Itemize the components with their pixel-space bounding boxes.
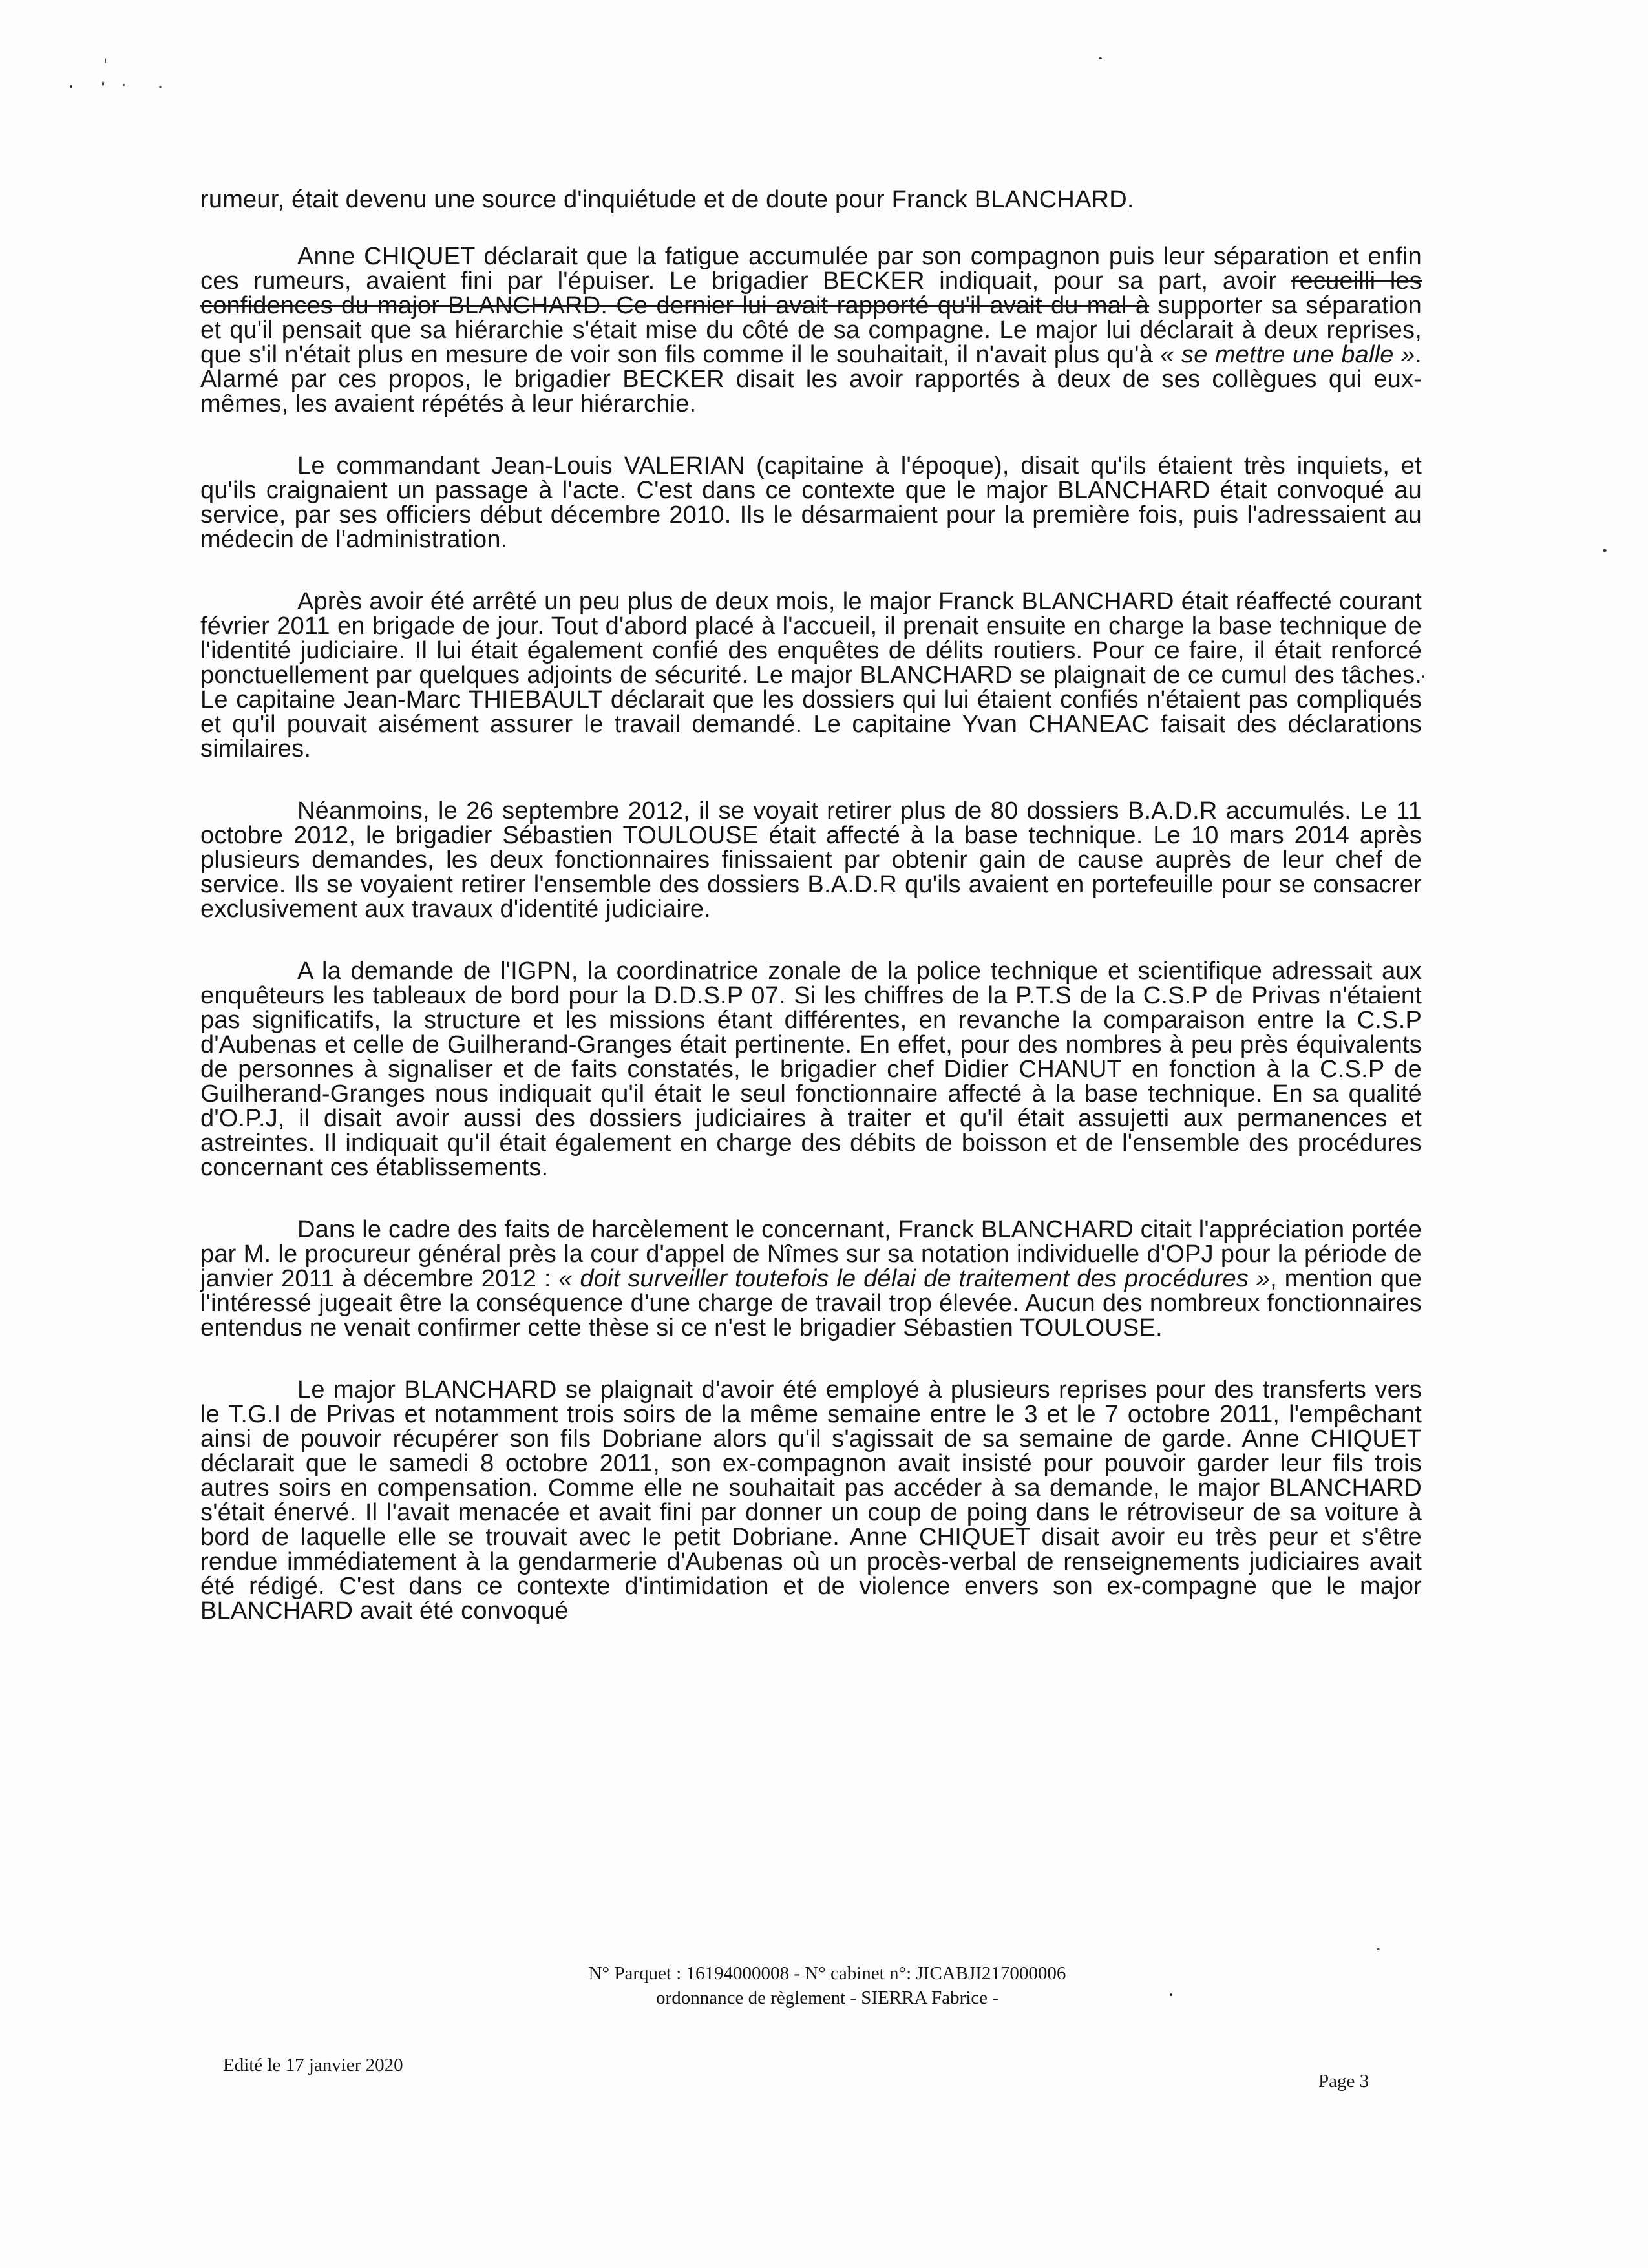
scan-speck: [102, 81, 104, 86]
text-run: Après avoir été arrêté un peu plus de deux mois, le major Franck BLANCHARD était réaffecté courant février 2011 en brigade de jour. Tout d'abord placé à l'accueil, il prenait ensuite en charge la base technique de l'identité judiciaire. Il lui était également confié des enquêtes de délits routiers. Pour ce faire, il était renforcé ponctuellement par quelques adjoints de sécurité. Le major BLANCHARD se plaignait de ce cumul des tâches. Le capitaine Jean-Marc THIEBAULT déclarait que les dossiers qui lui étaient confiés n'étaient pas compliqués et qu'il pouvait aisément assurer le travail demandé. Le capitaine Yvan CHANEAC faisait des déclarations similaires.: [200, 588, 1422, 762]
scan-speck: [1603, 549, 1607, 552]
scan-speck: [123, 84, 125, 86]
text-run: Néanmoins, le 26 septembre 2012, il se voyait retirer plus de 80 dossiers B.A.D.R accumulés. Le 11 octobre 2012, le brigadier Sébastien TOULOUSE était affecté à la base technique. Le 10 mars 2014 après plusieurs demandes, les deux fonctionnaires finissaient par obtenir gain de cause auprès de leur chef de service. Ils se voyaient retirer l'ensemble des dossiers B.A.D.R qu'ils avaient en portefeuille pour se consacrer exclusivement aux travaux d'identité judiciaire.: [200, 797, 1422, 923]
scan-speck: [1170, 1993, 1172, 1996]
scan-speck: [1377, 1948, 1380, 1950]
page-number: Page 3: [1318, 2071, 1369, 2092]
text-run: Dans le cadre des faits de harcèlement le concernant, Franck BLANCHARD citait l'appréciation portée par M. le procureur général près la cour d'appel de Nîmes sur sa notation individuelle d'OPJ pour la période de janvier 2011 à décembre 2012 :: [200, 1216, 1422, 1292]
text-run: rumeur, était devenu une source d'inquiétude et de doute pour Franck BLANCHARD.: [200, 186, 1134, 213]
struck-text-run: recueilli les confidences du major BLANCHARD. Ce dernier lui avait rapporté qu'il avait du mal à: [200, 268, 1422, 319]
quoted-text-run: « doit surveiller toutefois le délai de traitement des procédures »: [558, 1265, 1271, 1292]
text-run: supporter sa séparation et qu'il pensait que sa hiérarchie s'était mise du côté de sa compagne. Le major lui déclarait à deux reprises, que s'il n'était plus en mesure de voir son fils comme il le souhaitait, il n'avait plus qu'à: [200, 292, 1422, 368]
text-run: Le major BLANCHARD se plaignait d'avoir été employé à plusieurs reprises pour des transferts vers le T.G.I de Privas et notamment trois soirs de la même semaine entre le 3 et le 7 octobre 2011, l'empêchant ainsi de pouvoir récupérer son fils Dobriane alors qu'il s'agissait de sa semaine de garde. Anne CHIQUET déclarait que le samedi 8 octobre 2011, son ex-compagnon avait insisté pour pouvoir garder leur fils trois autres soirs en compensation. Comme elle ne souhaitait pas accéder à sa demande, le major BLANCHARD s'était énervé. Il l'avait menacée et avait fini par donner un coup de poing dans le rétroviseur de sa voiture à bord de laquelle elle se trouvait avec le petit Dobriane. Anne CHIQUET disait avoir eu très peur et s'être rendue immédiatement à la gendarmerie d'Aubenas où un procès-verbal de renseignements judiciaires avait été rédigé. C'est dans ce contexte d'intimidation et de violence envers son ex-compagne que le major BLANCHARD avait été convoqué: [200, 1376, 1422, 1624]
paragraph: [200, 799, 1422, 921]
paragraph: [200, 1378, 1422, 1623]
parquet-number: N° Parquet : 16194000008 - N° cabinet n°: JICABJI217000006: [588, 1963, 1066, 1984]
scan-speck: [1422, 675, 1424, 678]
text-run: . Alarmé par ces propos, le brigadier BECKER disait les avoir rapportés à deux de ses collègues qui eux-mêmes, les avaient répétés à leur hiérarchie.: [200, 341, 1422, 417]
body-text: [200, 187, 1422, 1623]
paragraph: [200, 244, 1422, 416]
paragraph: [200, 589, 1422, 761]
text-run: Le commandant Jean-Louis VALERIAN (capitaine à l'époque), disait qu'ils étaient très inquiets, et qu'ils craignaient un passage à l'acte. C'est dans ce contexte que le major BLANCHARD était convoqué au service, par ses officiers début décembre 2010. Ils le désarmaient pour la première fois, puis l'adressaient au médecin de l'administration.: [200, 452, 1422, 553]
paragraph: [200, 454, 1422, 552]
scan-speck: [159, 86, 162, 88]
scan-speck: [70, 85, 72, 88]
footer-reference: [504, 1961, 1150, 2010]
scan-speck: [1099, 57, 1102, 59]
paragraph: [200, 959, 1422, 1180]
text-run: A la demande de l'IGPN, la coordinatrice zonale de la police technique et scientifique adressait aux enquêteurs les tableaux de bord pour la D.D.S.P 07. Si les chiffres de la P.T.S de la C.S.P de Privas n'étaient pas significatifs, la structure et les missions étant différentes, en revanche la comparaison entre la C.S.P d'Aubenas et celle de Guilherand-Granges était pertinente. En effet, pour des nombres à peu près équivalents de personnes à signaliser et de faits constatés, le brigadier chef Didier CHANUT en fonction à la C.S.P de Guilherand-Granges nous indiquait qu'il était le seul fonctionnaire affecté à la base technique. En sa qualité d'O.P.J, il disait avoir aussi des dossiers judiciaires à traiter et qu'il était assujetti aux permanences et astreintes. Il indiquait qu'il était également en charge des débits de boisson et de l'ensemble des procédures concernant ces établissements.: [200, 958, 1422, 1181]
scan-speck: [105, 58, 106, 63]
paragraph: [200, 187, 1422, 212]
edition-date: Edité le 17 janvier 2020: [223, 2055, 403, 2075]
text-run: , mention que l'intéressé jugeait être la conséquence d'une charge de travail trop élevée. Aucun des nombreux fonctionnaires entendus ne venait confirmer cette thèse si ce n'est le brigadier Sébastien TOULOUSE.: [200, 1265, 1422, 1341]
ordonnance-line: ordonnance de règlement - SIERRA Fabrice -: [656, 1988, 998, 2008]
paragraph: [200, 1217, 1422, 1340]
text-run: Anne CHIQUET déclarait que la fatigue accumulée par son compagnon puis leur séparation et enfin ces rumeurs, avaient fini par l'épuiser. Le brigadier BECKER indiquait, pour sa part, avoir: [200, 243, 1422, 295]
quoted-text-run: « se mettre une balle »: [1160, 341, 1415, 368]
